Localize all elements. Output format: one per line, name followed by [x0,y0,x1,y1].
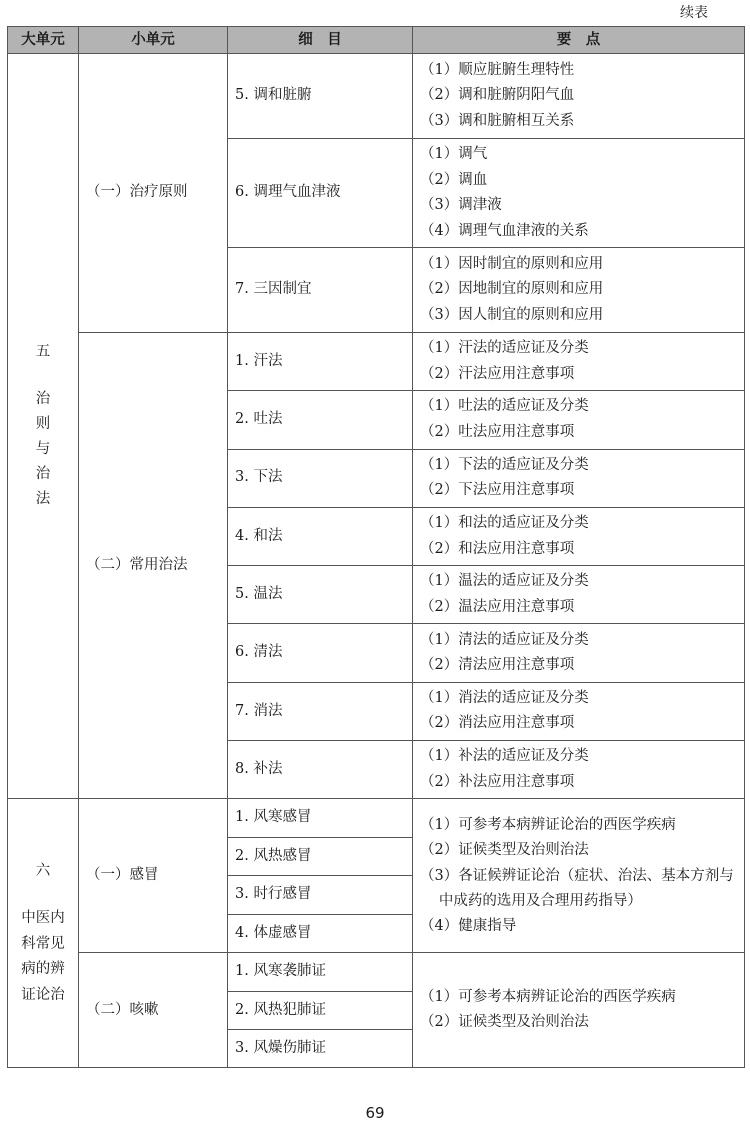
major-unit-number: 五 [35,343,51,360]
table-header-row [8,27,745,54]
item-cell: 3. 风燥伤肺证 [228,1029,413,1067]
key-point: （2）证候类型及治则治法 [420,842,589,859]
continued-label: 续表 [680,5,708,21]
key-point: （1）可参考本病辨证论治的西医学疾病 [420,816,676,833]
key-points-cell [413,391,745,449]
table-row [8,54,745,139]
item-cell: 5. 温法 [228,566,413,624]
key-point: （2）因地制宜的原则和应用 [420,281,604,298]
key-point: （1）吐法的适应证及分类 [420,398,589,415]
key-point: （1）可参考本病辨证论治的西医学疾病 [420,988,676,1005]
header-minor-unit: 小单元 [79,27,228,54]
key-points-cell [413,54,745,139]
key-point: （1）调气 [420,146,488,162]
key-points-cell [413,566,745,624]
item-cell: 2. 风热感冒 [228,837,413,876]
item-cell: 2. 风热犯肺证 [228,991,413,1029]
key-points-cell [413,799,745,953]
key-points-cell [413,507,745,565]
minor-unit-cell: （一）感冒 [79,799,228,953]
key-point: （2）下法应用注意事项 [420,482,575,499]
key-point: （2）补法应用注意事项 [420,773,575,790]
table-row [8,333,745,391]
key-point: （2）证候类型及治则治法 [420,1014,589,1031]
item-cell: 7. 消法 [228,682,413,740]
table-body [8,54,745,1068]
key-point: （3）因人制宜的原则和应用 [420,306,604,323]
item-cell: 4. 体虚感冒 [228,914,413,953]
key-point: （2）温法应用注意事项 [420,598,575,615]
key-point: （3）调津液 [420,197,502,213]
minor-unit-cell: （二）咳嗽 [79,953,228,1068]
table-row [8,799,745,838]
key-point: （1）补法的适应证及分类 [420,748,589,765]
key-points-cell [413,333,745,391]
major-unit-number: 六 [35,862,51,879]
key-point: （1）因时制宜的原则和应用 [420,255,604,272]
minor-unit-cell: （二）常用治法 [79,333,228,799]
key-points-cell [413,139,745,248]
key-point: （2）调和脏腑阴阳气血 [420,87,575,104]
major-unit-title: 治 则 与 治 法 [35,391,51,508]
key-point: （2）调血 [420,171,488,188]
item-cell: 5. 调和脏腑 [228,54,413,139]
key-point: （2）和法应用注意事项 [420,540,575,557]
major-unit-title: 中医内 科常见 病的辨 证论治 [21,910,65,1003]
item-cell: 6. 调理气血津液 [228,139,413,248]
minor-unit-cell: （一）治疗原则 [79,54,228,333]
major-unit-cell [8,54,79,799]
item-cell: 4. 和法 [228,507,413,565]
key-points-cell [413,953,745,1068]
key-points-cell [413,449,745,507]
key-point: （1）汗法的适应证及分类 [420,340,589,357]
key-point: （2）汗法应用注意事项 [420,365,575,382]
item-cell: 1. 汗法 [228,333,413,391]
table-row [8,953,745,991]
item-cell: 1. 风寒袭肺证 [228,953,413,991]
key-points-cell [413,741,745,799]
key-point: （3）调和脏腑相互关系 [420,112,575,129]
key-point: （3）各证候辨证论治（症状、治法、基本方剂与中成药的选用及合理用药指导） [420,867,734,909]
key-point: （2）清法应用注意事项 [420,657,575,674]
item-cell: 7. 三因制宜 [228,248,413,333]
syllabus-table [7,26,745,1068]
key-points-cell [413,624,745,682]
key-point: （4）健康指导 [420,917,517,934]
item-cell: 2. 吐法 [228,391,413,449]
key-point: （4）调理气血津液的关系 [420,222,589,239]
item-cell: 3. 时行感冒 [228,876,413,915]
header-item: 细 目 [228,27,413,54]
key-point: （1）消法的适应证及分类 [420,689,589,706]
key-point: （1）清法的适应证及分类 [420,631,589,648]
page-number: 69 [365,1104,385,1122]
key-point: （2）吐法应用注意事项 [420,423,575,440]
item-cell: 3. 下法 [228,449,413,507]
item-cell: 1. 风寒感冒 [228,799,413,838]
key-point: （2）消法应用注意事项 [420,715,575,732]
key-points-cell [413,682,745,740]
header-key-points: 要 点 [413,27,745,54]
key-point: （1）下法的适应证及分类 [420,456,589,473]
key-point: （1）温法的适应证及分类 [420,573,589,590]
key-points-cell [413,248,745,333]
key-point: （1）和法的适应证及分类 [420,515,589,532]
item-cell: 8. 补法 [228,741,413,799]
header-major-unit: 大单元 [8,27,79,54]
key-point: （1）顺应脏腑生理特性 [420,61,575,78]
item-cell: 6. 清法 [228,624,413,682]
major-unit-cell [8,799,79,1068]
